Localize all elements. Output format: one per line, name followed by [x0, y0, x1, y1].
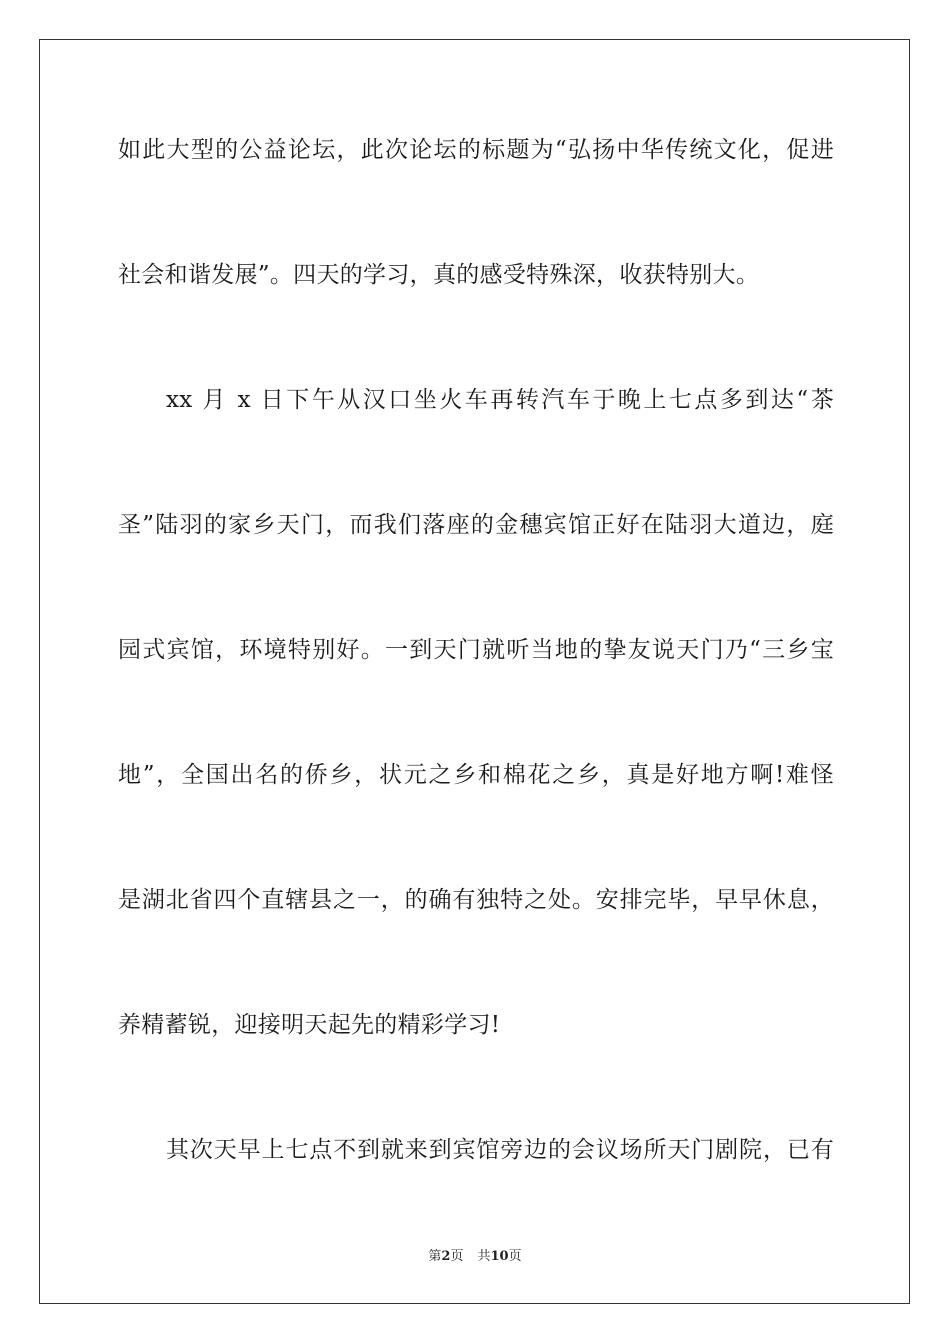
footer-page-prefix: 第 [428, 1249, 442, 1264]
page-footer [0, 1245, 950, 1264]
paragraph-line-7: 是湖北省四个直辖县之一，的确有独特之处。安排完毕，早早休息， [118, 887, 834, 913]
page-border [39, 39, 910, 1304]
paragraph-line-6: 地”，全国出名的侨乡，状元之乡和棉花之乡，真是好地方啊!难怪 [118, 762, 834, 788]
paragraph-line-1: 如此大型的公益论坛，此次论坛的标题为“弘扬中华传统文化，促进 [118, 137, 834, 163]
paragraph-line-5: 园式宾馆，环境特别好。一到天门就听当地的挚友说天门乃“三乡宝 [118, 637, 834, 663]
footer-total-suffix: 页 [508, 1249, 522, 1264]
paragraph-line-8: 养精蓄锐，迎接明天起先的精彩学习! [118, 1012, 501, 1038]
footer-page-number: 2 [441, 1249, 451, 1264]
paragraph-line-9: 其次天早上七点不到就来到宾馆旁边的会议场所天门剧院，已有 [166, 1137, 834, 1163]
footer-total-prefix: 共 [477, 1249, 491, 1264]
footer-page-suffix: 页 [450, 1249, 464, 1264]
paragraph-line-2: 社会和谐发展”。四天的学习，真的感受特殊深，收获特别大。 [118, 262, 760, 288]
paragraph-line-3: xx 月 x 日下午从汉口坐火车再转汽车于晚上七点多到达“茶 [166, 387, 834, 413]
footer-total-pages: 10 [490, 1249, 509, 1264]
paragraph-line-4: 圣”陆羽的家乡天门，而我们落座的金穗宾馆正好在陆羽大道边，庭 [118, 512, 834, 538]
